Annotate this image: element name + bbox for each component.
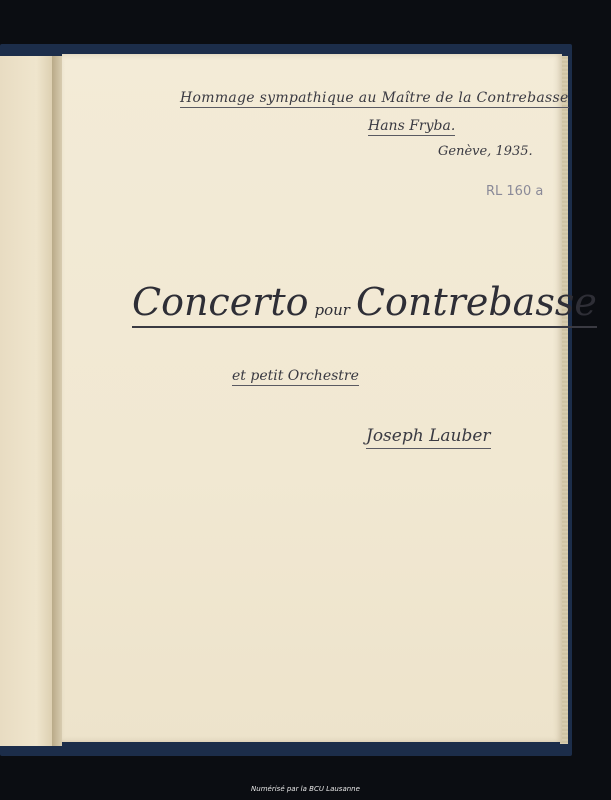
inside-cover-flap (0, 56, 52, 746)
title-part-1: Concerto (132, 280, 309, 324)
title-page (62, 54, 597, 742)
composer-name: Joseph Lauber (366, 426, 491, 449)
dedication-line-2: Hans Fryba. (368, 118, 456, 134)
digitization-credit: Numérisé par la BCU Lausanne (251, 785, 360, 793)
dedication-line-1: Hommage sympathique au Maître de la Contrebasse (180, 90, 569, 106)
title-connector: pour (314, 301, 350, 319)
score-title (132, 280, 597, 328)
dedication-date: Genève, 1935. (438, 144, 533, 159)
title-part-2: Contrebasse (355, 280, 597, 324)
shelfmark: RL 160 a (486, 184, 544, 199)
score-subtitle: et petit Orchestre (232, 368, 359, 384)
page-gutter (52, 56, 62, 746)
